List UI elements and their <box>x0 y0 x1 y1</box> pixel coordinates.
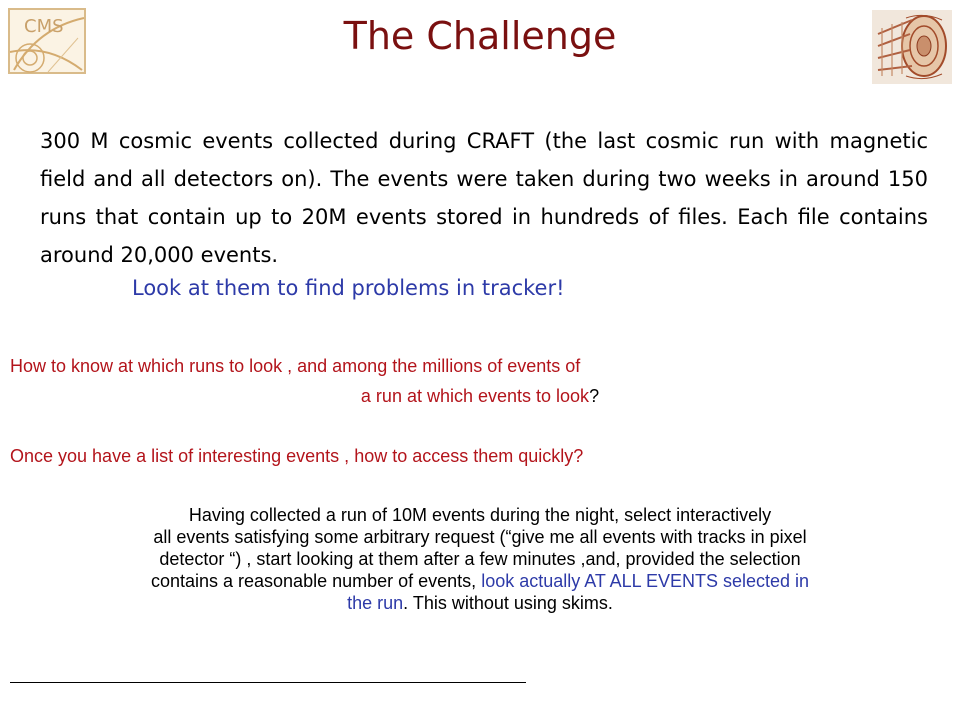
final-line-4-highlight: look actually AT ALL EVENTS selected in <box>476 571 810 591</box>
final-line-4 <box>12 570 948 592</box>
question-access: Once you have a list of interesting events , how to access them quickly? <box>10 446 584 466</box>
page-title: The Challenge <box>343 14 617 58</box>
tracker-look-line: Look at them to find problems in tracker! <box>132 276 565 300</box>
cms-logo-text: CMS <box>24 16 64 37</box>
question-runs-line1: How to know at which runs to look , and among the millions of events of <box>10 356 581 376</box>
question-mark: ? <box>589 386 600 406</box>
final-line-2: all events satisfying some arbitrary request (“give me all events with tracks in pixel <box>153 527 807 547</box>
final-line-5-end: . This without using skims. <box>403 593 613 613</box>
final-line-3: detector “) , start looking at them after a few minutes ,and, provided the selection <box>159 549 801 569</box>
final-line-5 <box>12 592 948 614</box>
main-paragraph: 300 M cosmic events collected during CRAFT (the last cosmic run with magnetic field and all detectors on). The events were taken during two weeks in around 150 runs that contain up to 20M events stored in hundreds of files. Each file contains around 20,000 events. <box>40 129 928 267</box>
final-line-5-highlight: the run <box>347 593 404 613</box>
final-line-1: Having collected a run of 10M events during the night, select interactively <box>188 505 772 525</box>
final-line-4-start: contains a reasonable number of events, <box>150 571 477 591</box>
footer-rule <box>10 682 526 683</box>
question-runs-line2-text: a run at which events to look <box>360 386 590 406</box>
final-paragraph <box>12 504 948 614</box>
question-runs-line2 <box>0 386 960 407</box>
